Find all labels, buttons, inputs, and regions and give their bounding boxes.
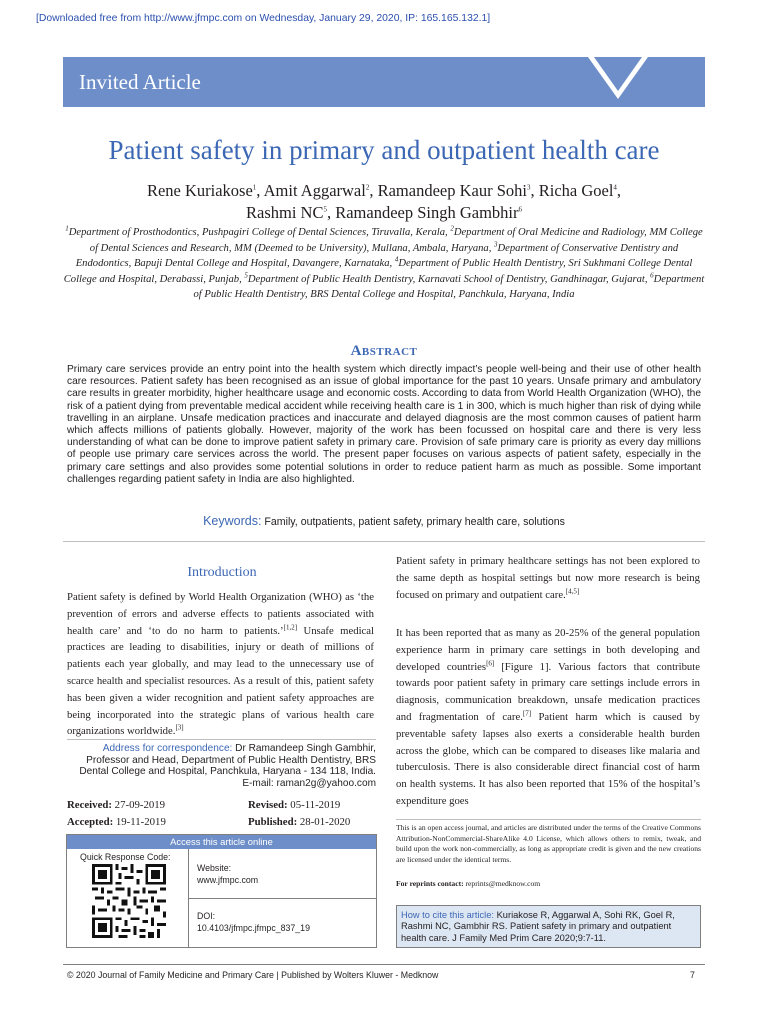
correspondence-name: Dr Ramandeep Singh Gambhir, [232,743,376,754]
citation-ref[interactable]: [1,2] [283,623,298,632]
author-sup: 2 [365,183,370,192]
affiliation: Department of Oral Medicine and Radiology, MM College of Dental Sciences and Research, MM (Deemed to be University), Mullana, Ambala, Haryana, [89,227,703,254]
reprints-label: For reprints contact: [396,879,464,888]
affiliation: Department of Public Health Dentistry, BRS Dental College and Hospital, Panchkula, Haryana, India [193,273,705,300]
citation-ref[interactable]: [7] [522,709,532,718]
intro-text: Patient safety in primary healthcare settings has not been explored to the same depth as hospital settings but now more research is being focused on primary and outpatient care. [396,555,700,601]
abstract-heading: Abstract [350,343,418,359]
citation-ref[interactable]: [6] [486,659,495,668]
correspondence-label: Address for correspondence: [102,743,233,754]
article-type-label: Invited Article [79,70,201,94]
revised-date: 05-11-2019 [290,799,341,811]
website-link[interactable]: www.jfmpc.com [197,874,259,885]
qr-code-icon[interactable] [92,864,166,938]
correspondence-block [67,743,376,789]
received-date: 27-09-2019 [114,799,166,811]
accepted-label: Accepted: [67,816,114,828]
introduction-right-paragraph-2 [396,625,700,810]
article-title: Patient safety in primary and outpatient health care [108,135,660,165]
affiliation-sup: 4 [394,255,399,264]
intro-text: Patient safety is defined by World Health Organization (WHO) as ‘the prevention of errors and adverse effects to patients associated with health care’ and ‘to do no harm to patients.’ [67,591,374,637]
qr-label: Quick Response Code: [80,852,171,862]
accepted-date: 19-11-2019 [115,816,166,828]
keywords [0,514,768,528]
affiliation: Department of Conservative Dentistry and Endodontics, Bapuji Dental College and Hospital, Davangere, Karnataka, [75,242,679,269]
affiliation-sup: 5 [244,270,248,279]
open-access-notice: This is an open access journal, and articles are distributed under the terms of the Creative Commons Attribution-NonCommercial-ShareAlike 4.0 License, which allows others to remix, tweak, and build upon the work non-commercially, as long as appropriate credit is given and the new creations are licensed under the identical terms. [396,823,701,864]
website-block [197,863,258,886]
reprints-contact [396,879,701,888]
affiliation-sup: 3 [494,239,498,248]
how-to-cite-text: Kuriakose R, Aggarwal A, Sohi RK, Goel R, Rashmi NC, Gambhir RS. Patient safety in primary and outpatient health care. J Family Med Prim Care 2020;9:7-11. [401,910,675,943]
article-dates [67,797,376,831]
author: Amit Aggarwal [263,181,366,200]
affiliation: Department of Prosthodontics, Pushpagiri College of Dental Sciences, Tiruvalla, Kerala, [68,227,451,238]
keywords-label: Keywords: [203,514,262,528]
footer-divider [63,964,705,965]
footer-text: © 2020 Journal of Family Medicine and Primary Care | Published by Wolters Kluwer - Medknow [67,970,439,980]
affiliation-sup: 6 [650,270,654,279]
author-sup: 6 [518,205,522,214]
correspondence-line: Professor and Head, Department of Public Health Dentistry, BRS [86,754,376,766]
author-sup: 1 [252,183,257,192]
citation-ref[interactable]: [4,5] [565,587,580,596]
intro-text: [Figure 1]. Various factors that contribute towards poor patient safety in primary care settings include errors in diagnosis, communication breakdown, unsafe medication practices and fragmentation of care. [396,660,700,723]
page-number: 7 [690,970,695,980]
website-label: Website: [197,863,232,873]
affiliation: Department of Public Health Dentistry, Sri Sukhmani College Dental College and Hospital, Derabassi, Punjab, [63,258,693,285]
author: Ramandeep Kaur Sohi [377,181,527,200]
affiliation: Department of Public Health Dentistry, Karnavati School of Dentistry, Gandhinagar, Gujarat, [247,273,651,285]
correspondence-email[interactable]: E-mail: raman2g@yahoo.com [242,777,376,789]
correspondence-divider [67,739,376,740]
access-box-divider [188,898,376,899]
author-list: Rene Kuriakose$^1$, Amit Aggarwal$^2$, Ramandeep Kaur Sohi$^3$, Richa Goel$^4$, Rashmi $NC^5$, Ramandeep Singh Gambhir$^6$ [146,181,622,222]
affiliations [62,225,706,303]
how-to-cite-box [396,905,701,948]
banner-chevron-icon [588,57,648,107]
introduction-right-paragraph-1 [396,553,700,603]
doi-link[interactable]: 10.4103/jfmpc.jfmpc_837_19 [197,922,310,933]
author: Richa Goel [538,181,614,200]
affiliation-sup: 2 [450,224,454,233]
doi-label: DOI: [197,911,216,921]
author-sup: 4 [613,183,617,192]
citation-ref[interactable]: [3] [175,723,184,732]
download-notice: [Downloaded free from http://www.jfmpc.com on Wednesday, January 29, 2020, IP: 165.165.132.1] [36,13,491,24]
section-divider [63,541,705,542]
intro-text: It has been reported that as many as 20-25% of the general population experience harm in primary care settings in both developing and developed countries [396,627,700,673]
introduction-heading: Introduction [187,565,257,580]
published-label: Published: [248,816,298,828]
intro-text: Unsafe medical practices are leading to disabilities, injury or death of millions of patients each year globally, and may lead to the unnecessary use of scarce health and specialist resources. As a result of this, patient safety has been given a wider recognition and patient safety approaches are being incorporated into the strategic plans of various health care organizations worldwide. [67,624,375,738]
keywords-text: Family, outpatients, patient safety, primary health care, solutions [264,516,565,528]
author: Ramandeep Singh Gambhir [335,203,519,222]
correspondence-line: Dental College and Hospital, Panchkula, Haryana - 134 118, India. [79,766,376,778]
introduction-left-column [67,589,374,740]
doi-block [197,911,310,934]
revised-label: Revised: [248,799,288,811]
abstract-text: Primary care services provide an entry point into the health system which directly impact’s people well-being and their use of other health care resources. Patient safety has been recognised as an issue of global importance for the past 10 years. Unsafe primary and ambulatory care results in greater morbidity, higher healthcare usage and economic costs. According to data from World Health Organization (WHO), the risk of a patient dying from preventable medical accident while receiving health care is 1 in 300, which is much higher than risk of dying while travelling in an airplane. Unsafe medication practices and inaccurate and delayed diagnosis are the most common causes of patient harm which affects millions of patients globally. However, majority of the work has been focussed on hospital care and there is very less understanding of what can be done to improve patient safety in primary care. Provision of safe primary care is priority as every day millions of people use primary care services across the world. The present paper focuses on various aspects of patient safety, especially in the primary care settings and also provides some potential solutions in order to reduce patient harm as much as possible. Some important challenges regarding patient safety in India are also highlighted. [67,364,701,485]
how-to-cite-label: How to cite this article: [401,910,495,920]
author-sup: 5 [323,205,327,214]
affiliation-sup: 1 [65,224,69,233]
author-sup: 3 [526,183,531,192]
intro-text: Patient harm which is caused by preventable safety lapses also exerts a considerable health burden across the globe, which can be compared to diseases like malaria and tuberculosis. There is also considerable direct financial cost of harm on health systems. It has also been reported that 15% of the hospital’s expenditure goes [396,710,700,807]
reprints-email[interactable]: reprints@medknow.com [465,879,541,888]
author: Rene Kuriakose [146,181,253,200]
access-online-heading: Access this article online [67,835,376,849]
author: Rashmi NC [245,203,324,222]
received-label: Received: [67,799,112,811]
open-access-divider [396,819,701,820]
published-date: 28-01-2020 [299,816,351,828]
